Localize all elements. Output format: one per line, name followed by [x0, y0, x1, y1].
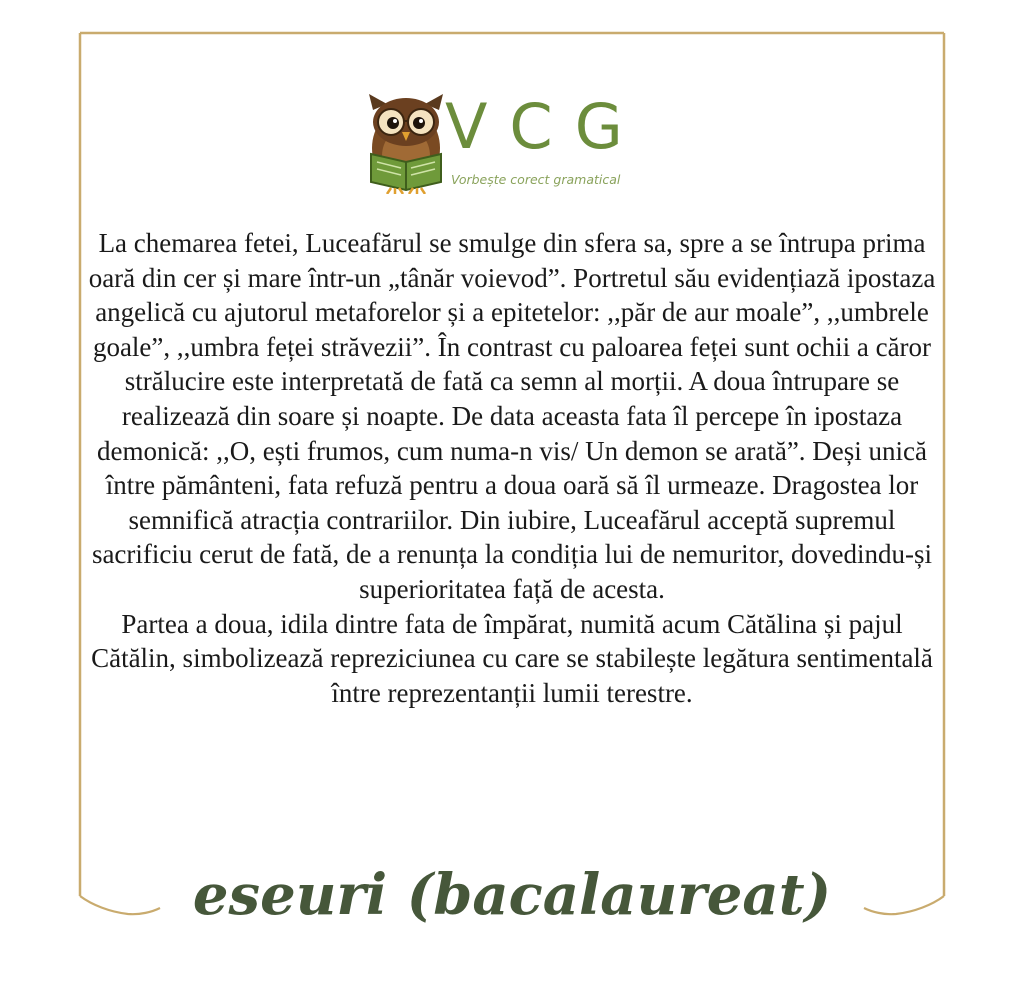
owl-reading-book-icon — [365, 92, 447, 194]
essay-paragraph: Partea a doua, idila dintre fata de împărat, numită acum Cătălina și pajul Cătălin, simbolizează repreziciunea cu care se stabilește legătura sentimentală între reprezentanții lumii terestre. — [91, 608, 933, 708]
essay-text — [84, 226, 940, 710]
vcg-logo — [365, 92, 655, 197]
footer-title: eseuri (bacalaureat) — [192, 862, 832, 928]
brand-name: VCG — [445, 90, 645, 163]
brand-tagline: Vorbește corect gramatical — [451, 172, 621, 187]
essay-paragraph: La chemarea fetei, Luceafărul se smulge din sfera sa, spre a se întrupa prima oară din cer și mare într-un „tânăr voievod”. Portretul său evidențiază ipostaza angelică cu ajutorul metaforelor și a epitetelor: ,,păr de aur moale”, ,,umbrele goale”, ,,umbra feței străvezii”. În contrast cu paloarea feței sunt ochii a căror strălucire este interpretată de fată ca semn al morții. A doua întrupare se realizează din soare și noapte. De data aceasta fata îl percepe în ipostaza demonică: ,,O, ești frumos, cum numa-n vis/ Un demon se arată”. Deși unică între pământeni, fata refuză pentru a doua oară să îl urmeaze. Dragostea lor semnifică atracția contrariilor. Din iubire, Luceafărul acceptă supremul sacrificiu cerut de fată, de a renunța la condiția lui de nemuritor, dovedindu-și superioritatea față de acesta. — [88, 228, 936, 604]
